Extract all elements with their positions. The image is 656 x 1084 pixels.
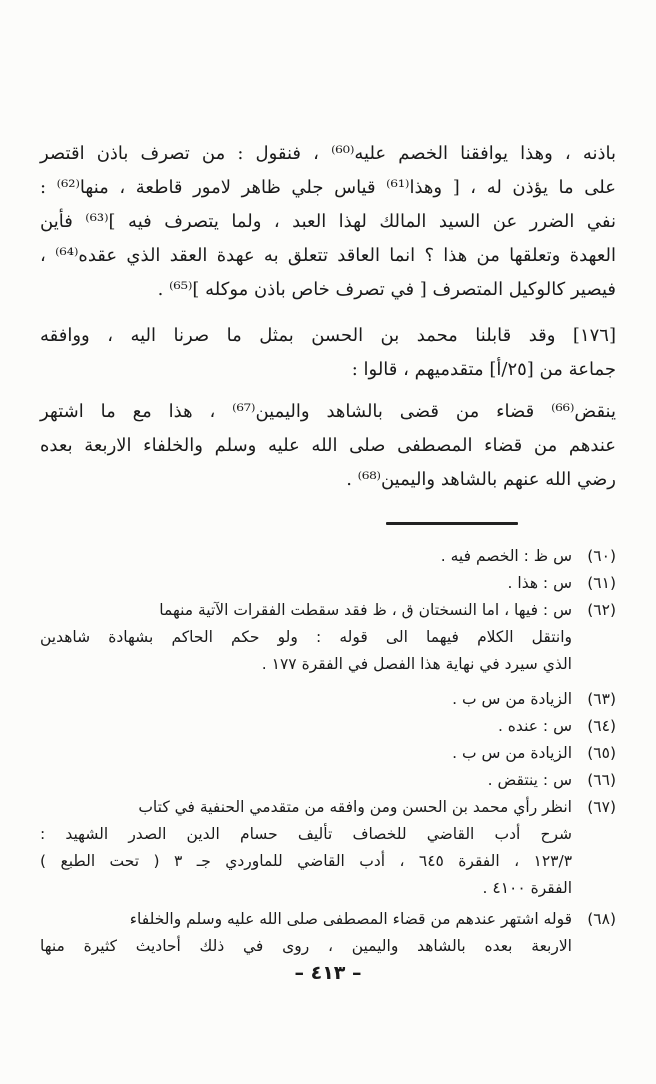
- footnote-text: س ظ : الخصم فيه .: [440, 547, 572, 565]
- footnote-64: [40, 713, 616, 739]
- footnote-text: الزيادة من س ب .: [452, 744, 572, 762]
- main-line: [١٧٦] وقد قابلنا محمد بن الحسن بمثل ما صرنا اليه ، ووافقه: [40, 325, 616, 346]
- footnote-number: (٦٢): [587, 601, 616, 619]
- footnote-66: [40, 767, 616, 793]
- footnote-67-cont: ١٢٣/٣ ، الفقرة ٦٤٥ ، أدب القاضي للماوردي جـ ٣ ( تحت الطبع ): [40, 852, 573, 870]
- footnote-number: (٦٥): [587, 744, 616, 762]
- footnote-67-cont: الفقرة ٤١٠٠ .: [482, 879, 572, 897]
- footnote-65: [40, 740, 616, 766]
- footnote-67-cont: شرح أدب القاضي للخصاف تأليف حسام الدين الصدر الشهيد :: [40, 825, 572, 843]
- footnote-number: (٦٦): [587, 771, 616, 789]
- footnote-67: [40, 794, 616, 820]
- footnote-number: (٦٣): [587, 690, 616, 708]
- footnote-text: س : فيها ، اما النسختان ق ، ظ فقد سقطت الفقرات الآتية منهما: [159, 601, 572, 619]
- footnote-number: (٦٨): [587, 910, 616, 928]
- main-line: عندهم من قضاء المصطفى صلى الله عليه وسلم والخلفاء الاربعة بعده: [40, 435, 616, 456]
- main-line: باذنه ، وهذا يوافقنا الخصم عليه⁽⁶⁰⁾ ، فنقول : من تصرف باذن اقتصر: [40, 143, 616, 164]
- footnote-text: انظر رأي محمد بن الحسن ومن وافقه من متقدمي الحنفية في كتاب: [138, 798, 572, 816]
- main-line: جماعة من [٢٥/أ] متقدميهم ، قالوا :: [351, 359, 616, 380]
- footnote-text: قوله اشتهر عندهم من قضاء المصطفى صلى الله عليه وسلم والخلفاء: [129, 910, 572, 928]
- footnote-62-cont: الذي سيرد في نهاية هذا الفصل في الفقرة ١٧٧ .: [261, 655, 572, 673]
- footnote-63: [40, 686, 616, 712]
- footnote-number: (٦٧): [587, 798, 616, 816]
- footnote-text: س : هذا .: [507, 574, 572, 592]
- main-line: العهدة وتعلقها من هذا ؟ انما العاقد تتعلق به عهدة العقد الذي عقده⁽⁶⁴⁾ ،: [40, 245, 617, 266]
- main-line: ينقض⁽⁶⁶⁾ قضاء من قضى بالشاهد واليمين⁽⁶⁷⁾ ، هذا مع ما اشتهر: [40, 401, 616, 422]
- footnote-68: [40, 906, 616, 932]
- footnote-68-cont: الاربعة بعده بالشاهد واليمين ، روى في ذلك أحاديث كثيرة منها: [40, 937, 572, 955]
- footnote-62-cont: وانتقل الكلام فيهما الى قوله : ولو حكم الحاكم بشهادة شاهدين: [40, 628, 572, 646]
- main-line: على ما يؤذن له ، [ وهذا⁽⁶¹⁾ قياس جلي ظاهر لامور قاطعة ، منها⁽⁶²⁾ :: [40, 177, 616, 198]
- footnote-text: س : عنده .: [497, 717, 572, 735]
- footnote-62: [40, 597, 616, 623]
- footnote-text: الزيادة من س ب .: [452, 690, 572, 708]
- footnote-number: (٦٠): [587, 547, 616, 565]
- footnote-61: [40, 570, 616, 596]
- main-line: رضي الله عنهم بالشاهد واليمين⁽⁶⁸⁾ .: [346, 469, 616, 490]
- footnote-60: [40, 543, 616, 569]
- footnote-number: (٦١): [587, 574, 616, 592]
- main-line: فيصير كالوكيل المتصرف [ في تصرف خاص باذن موكله ]⁽⁶⁵⁾ .: [157, 279, 616, 300]
- footnote-text: س : ينتقض .: [487, 771, 572, 789]
- footnote-number: (٦٤): [587, 717, 616, 735]
- main-line: نفي الضرر عن السيد المالك لهذا العبد ، ولما يتصرف فيه ]⁽⁶³⁾ فأين: [40, 211, 616, 232]
- footnote-divider: [386, 522, 518, 525]
- page-number: – ٤١٣ –: [294, 962, 362, 984]
